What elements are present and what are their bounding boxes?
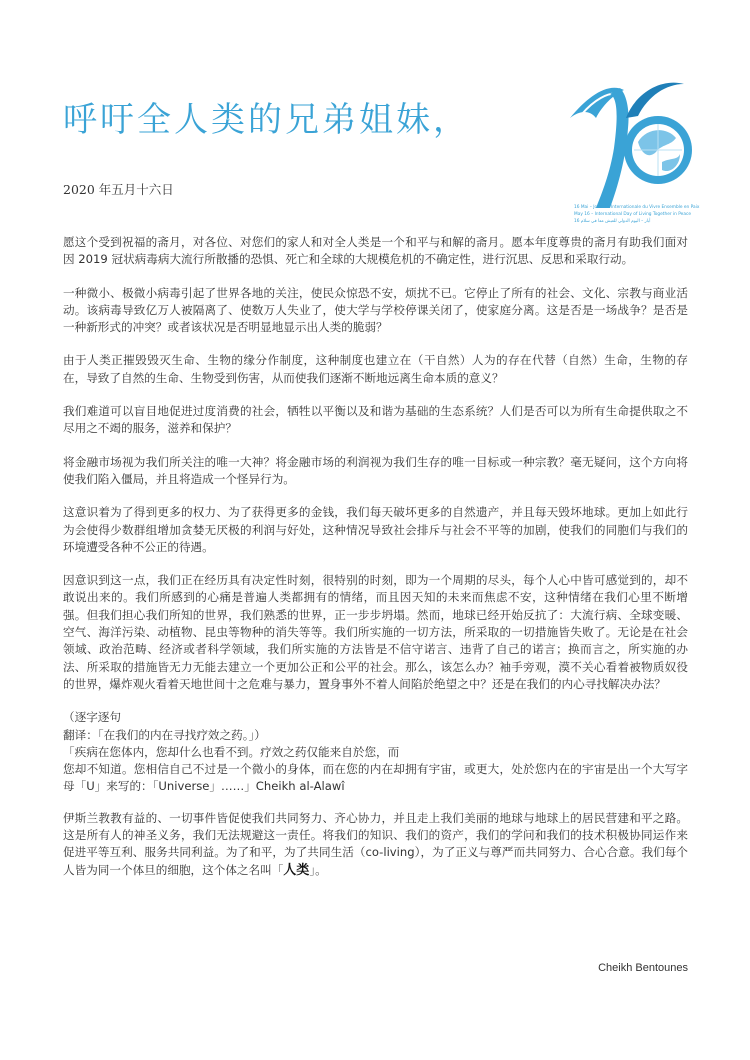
quote-line: （逐字逐句 — [63, 710, 121, 725]
logo-caption-fr: 16 Mai – Journée Internationale du Vivre Ensemble en Paix — [574, 205, 700, 210]
quote-line: 翻译：「在我们的内在寻找疗效之药。」） — [63, 727, 266, 742]
closing-emphasis: 人类 — [283, 862, 310, 878]
paragraph: 由于人类正摧毁毁灭生命、生物的缘分作制度，这种制度也建立在（干自然）人为的存在代替（自然）生命，生物的存在，导致了自然的生命、生物受到伤害，从而使我们逐渐不断地远离生命本质的意义？ — [63, 353, 688, 385]
paragraph: 这意识着为了得到更多的权力、为了获得更多的金钱，我们每天破坏更多的自然遗产，并且每天毁坏地球。更加上如此行为会使得少数群组增加贪婪无厌极的利润与好处，这种情况导致社会排斥与社会不平等的加剧，使我们的同胞们与我们的环境遭受各种不公正的待遇。 — [63, 505, 688, 554]
paragraph: 我们难道可以盲目地促进过度消费的社会，牺牲以平衡以及和谐为基础的生态系统？人们是否可以为所有生命提供取之不尽用之不竭的服务，滋养和保护？ — [63, 404, 688, 436]
quote-line: 「疾病在您体内，您却什么也看不到。疗效之药仅能来自於您，而 — [63, 744, 400, 759]
logo-caption-ar: 16 أيار – اليوم الدولي للعيش معا في سلام — [574, 219, 651, 224]
quote-block — [63, 709, 688, 795]
letter-date: 2020 年五月十六日 — [63, 182, 174, 197]
closing-text: 伊斯兰教教有益的、一切事件皆促使我们共同努力、齐心协力，并且走上我们美丽的地球与地球上的居民营建和平之路。这是所有人的神圣义务，我们无法规避这一责任。将我们的知识、我们的资产，我们的学问和我们的技术积极协同运作来促进平等互利、服务共同利益。为了和平，为了共同生活（co-living），为了正义与尊严而共同努力、合心合意。我们每个人皆为同一个体旦的细胞，这个体之名叫「 — [63, 810, 688, 877]
closing-paragraph — [63, 810, 688, 879]
page-title: 呼吁全人类的兄弟姐妹， — [63, 100, 470, 140]
closing-end: 」。 — [309, 862, 327, 877]
logo-caption-en: May 16 – International Day of Living Together in Peace — [574, 212, 691, 217]
event-logo — [566, 58, 706, 226]
quote-line: 您却不知道。您相信自己不过是一个微小的身体，而在您的内在却拥有宇宙，或更大，处於您内在的宇宙是出一个大写字母「U」来写的：「Universe」……」Cheikh al-Alawî — [63, 762, 688, 794]
paragraph: 愿这个受到祝福的斋月，对各位、对您们的家人和对全人类是一个和平与和解的斋月。愿本年度尊贵的斋月有助我们面对因 2019 冠状病毒病大流行所散播的恐惧、死亡和全球的大规模危机的不确定性，进行沉思、反思和采取行动。 — [63, 235, 688, 267]
letter-body — [63, 234, 688, 895]
paragraph: 一种微小、极微小病毒引起了世界各地的关注，使民众惊恐不安，烦扰不已。它停止了所有的社会、文化、宗教与商业活动。该病毒导致亿万人被隔离了、使数万人失业了，使大学与学校停课关闭了，使家庭分离。这是否是一场战争？是否是一种新形式的冲突？或者该状况是否明显地显示出人类的脆弱？ — [63, 285, 688, 335]
signature: Cheikh Bentounes — [598, 962, 688, 974]
paragraph: 将金融市场视为我们所关注的唯一大神？将金融市场的利润视为我们生存的唯一目标或一种宗教？毫无疑问，这个方向将使我们陷入僵局，并且将造成一个怪异行为。 — [63, 454, 688, 486]
paragraph: 因意识到这一点，我们正在经历具有决定性时刻，很特别的时刻，即为一个周期的尽头，每个人心中皆可感觉到的，却不敢说出来的。我们所感到的心痛是普遍人类都拥有的情绪，而且因天知的未来而焦虑不安，这种情绪在我们心里不断增强。但我们担心我们所知的世界，我们熟悉的世界，正一步步坍塌。然而，地球已经开始反抗了：大流行病、全球变暖、空气、海洋污染、动植物、昆虫等物种的消失等等。我们所实施的一切方法，所采取的一切措施皆失败了。无论是在社会领域、政治范畴、经济或者科学领域，我们所实施的方法皆是不信守诺言、违背了自己的诺言；换而言之，所实施的办法、所采取的措施皆无力无能去建立一个更加公正和公平的社会。那么，该怎么办？袖手旁观，漠不关心看着被物质奴役的世界，爆炸观火看着天地世间十之危难与暴力，置身事外不着人间陷於绝望之中？还是在我们的内心寻找解决办法？ — [63, 573, 688, 691]
